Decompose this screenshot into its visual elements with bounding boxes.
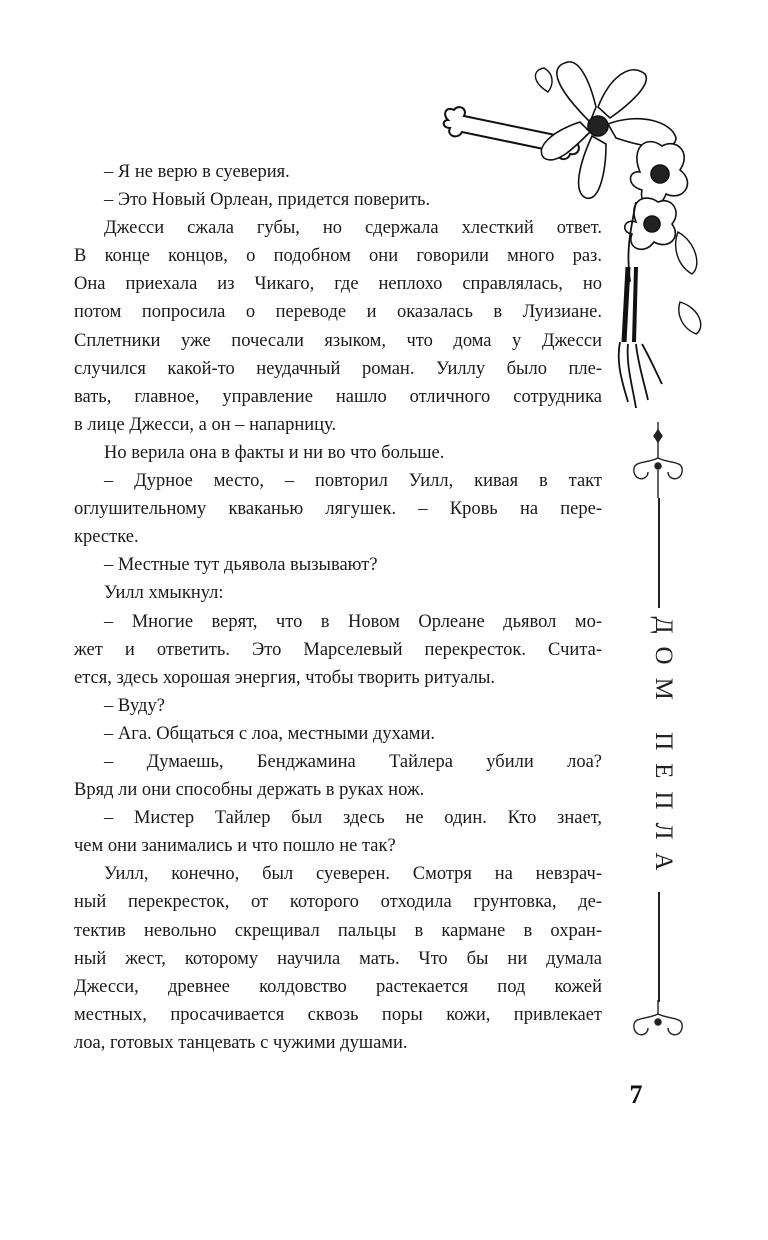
text-line: вать, главное, управление нашло отличного сотрудника [74, 386, 602, 407]
text-line: – Дурное место, – повторил Уилл, кивая в такт [104, 471, 602, 492]
body-text [74, 158, 602, 1057]
text-line: лоа, готовых танцевать с чужими душами. [74, 1032, 408, 1053]
text-line: Уилл хмыкнул: [104, 583, 224, 604]
running-head-text: ДОМ ПЕПЛА [650, 616, 677, 884]
text-line: – Мистер Тайлер был здесь не один. Кто знает, [104, 808, 602, 829]
text-line: Вряд ли они способны держать в руках нож. [74, 780, 425, 801]
text-line: тектив невольно скрещивал пальцы в кармане в охран- [74, 920, 602, 941]
text-line: чем они занимались и что пошло не так? [74, 836, 396, 857]
text-line: Но верила она в факты и ни во что больше. [104, 442, 445, 463]
text-line: Уилл, конечно, был суеверен. Смотря на невзрач- [104, 864, 602, 885]
text-line: Джесси сжала губы, но сдержала хлесткий ответ. [104, 218, 602, 239]
text-line: – Это Новый Орлеан, придется поверить. [104, 190, 431, 211]
text-line: местных, просачивается сквозь поры кожи, привлекает [74, 1004, 602, 1025]
text-line: оглушительному кваканью лягушек. – Кровь на пере- [74, 499, 602, 520]
text-line: – Ага. Общаться с лоа, местными духами. [104, 723, 436, 744]
running-head [641, 610, 681, 890]
text-line: в лице Джесси, а он – напарницу. [74, 414, 337, 435]
text-line: – Я не верю в суеверия. [104, 162, 290, 182]
text-line: Джесси, древнее колдовство растекается под кожей [74, 976, 602, 997]
top-flourish [626, 420, 690, 500]
text-line: Она приехала из Чикаго, где неплохо справлялась, но [74, 274, 602, 295]
text-line: – Думаешь, Бенджамина Тайлера убили лоа? [104, 751, 602, 772]
page-number: 7 [629, 1080, 643, 1109]
text-line: потом попросила о переводе и оказалась в Луизиане. [74, 302, 602, 323]
text-line: крестке. [74, 527, 139, 548]
text-line: В конце концов, о подобном они говорили много раз. [74, 246, 602, 267]
side-rule-bottom [658, 892, 660, 1002]
text-line: – Вуду? [104, 695, 165, 716]
text-line: – Многие верят, что в Новом Орлеане дьявол мо- [104, 611, 602, 632]
text-line: ется, здесь хорошая энергия, чтобы творить ритуалы. [74, 667, 496, 688]
side-rule-top [658, 498, 660, 608]
text-line: случился какой-то неудачный роман. Уиллу было пле- [74, 358, 602, 379]
text-line: ный жест, которому научила мать. Что бы ни думала [74, 948, 602, 969]
text-line: Сплетники уже почесали языком, что дома у Джесси [74, 330, 602, 351]
bottom-flourish [626, 1000, 690, 1040]
text-line: ный перекресток, от которого отходила грунтовка, де- [74, 892, 602, 913]
text-line: жет и ответить. Это Марселевый перекресток. Счита- [74, 639, 602, 660]
text-line: – Местные тут дьявола вызывают? [104, 555, 378, 576]
